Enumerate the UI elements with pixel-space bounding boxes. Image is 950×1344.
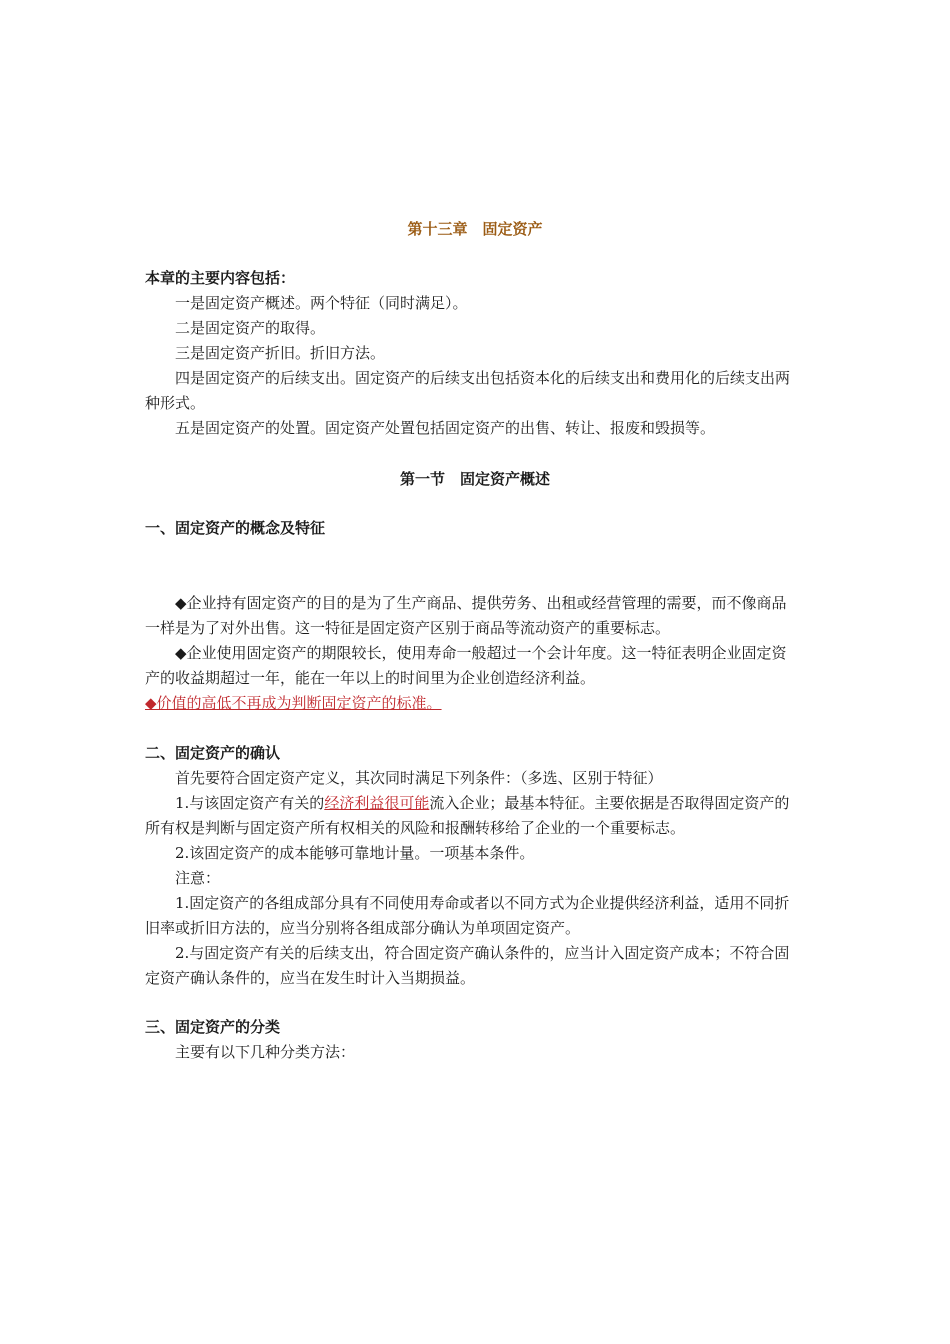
chapter-title: 第十三章 固定资产 <box>407 220 543 238</box>
part2-heading: 二、固定资产的确认 <box>145 744 281 762</box>
note-2: 2.与固定资产有关的后续支出，符合固定资产确认条件的，应当计入固定资产成本；不符合固 <box>175 944 790 962</box>
intro-item: 二是固定资产的取得。 <box>175 319 326 337</box>
paragraph-line: 首先要符合固定资产定义，其次同时满足下列条件：（多选、区别于特征） <box>175 769 663 787</box>
note-label: 注意： <box>175 869 221 887</box>
paragraph-line: 主要有以下几种分类方法： <box>175 1043 356 1061</box>
condition-2: 2.该固定资产的成本能够可靠地计量。一项基本条件。 <box>175 844 535 862</box>
paragraph-line: 旧率或折旧方法的，应当分别将各组成部分确认为单项固定资产。 <box>145 919 581 937</box>
intro-item: 种形式。 <box>145 394 206 412</box>
intro-item: 三是固定资产折旧。折旧方法。 <box>175 344 386 362</box>
note-1: 1.固定资产的各组成部分具有不同使用寿命或者以不同方式为企业提供经济利益，适用不同折 <box>175 894 790 912</box>
condition-1: 1.与该固定资产有关的经济利益很可能流入企业；最基本特征。主要依据是否取得固定资产的 <box>175 794 790 812</box>
paragraph-line: ◆企业使用固定资产的期限较长，使用寿命一般超过一个会计年度。这一特征表明企业固定资 <box>175 644 787 662</box>
paragraph-line: 定资产确认条件的，应当在发生时计入当期损益。 <box>145 969 476 987</box>
paragraph-line: 一样是为了对外出售。这一特征是固定资产区别于商品等流动资产的重要标志。 <box>145 619 671 637</box>
part1-heading: 一、固定资产的概念及特征 <box>145 519 326 537</box>
intro-item: 四是固定资产的后续支出。固定资产的后续支出包括资本化的后续支出和费用化的后续支出两 <box>175 369 791 387</box>
paragraph-line: 产的收益期超过一年，能在一年以上的时间里为企业创造经济利益。 <box>145 669 596 687</box>
paragraph-line: 所有权是判断与固定资产所有权相关的风险和报酬转移给了企业的一个重要标志。 <box>145 819 686 837</box>
paragraph-line: ◆企业持有固定资产的目的是为了生产商品、提供劳务、出租或经营管理的需要，而不像商品 <box>175 594 787 612</box>
section-title: 第一节 固定资产概述 <box>399 470 550 488</box>
intro-item: 五是固定资产的处置。固定资产处置包括固定资产的出售、转让、报废和毁损等。 <box>175 419 716 437</box>
highlight-note: ◆价值的高低不再成为判断固定资产的标准。 <box>145 694 442 712</box>
economic-benefit-link[interactable]: 经济利益很可能 <box>324 794 430 812</box>
intro-item: 一是固定资产概述。两个特征（同时满足）。 <box>175 294 468 312</box>
intro-heading: 本章的主要内容包括： <box>145 269 296 287</box>
part3-heading: 三、固定资产的分类 <box>145 1018 281 1036</box>
